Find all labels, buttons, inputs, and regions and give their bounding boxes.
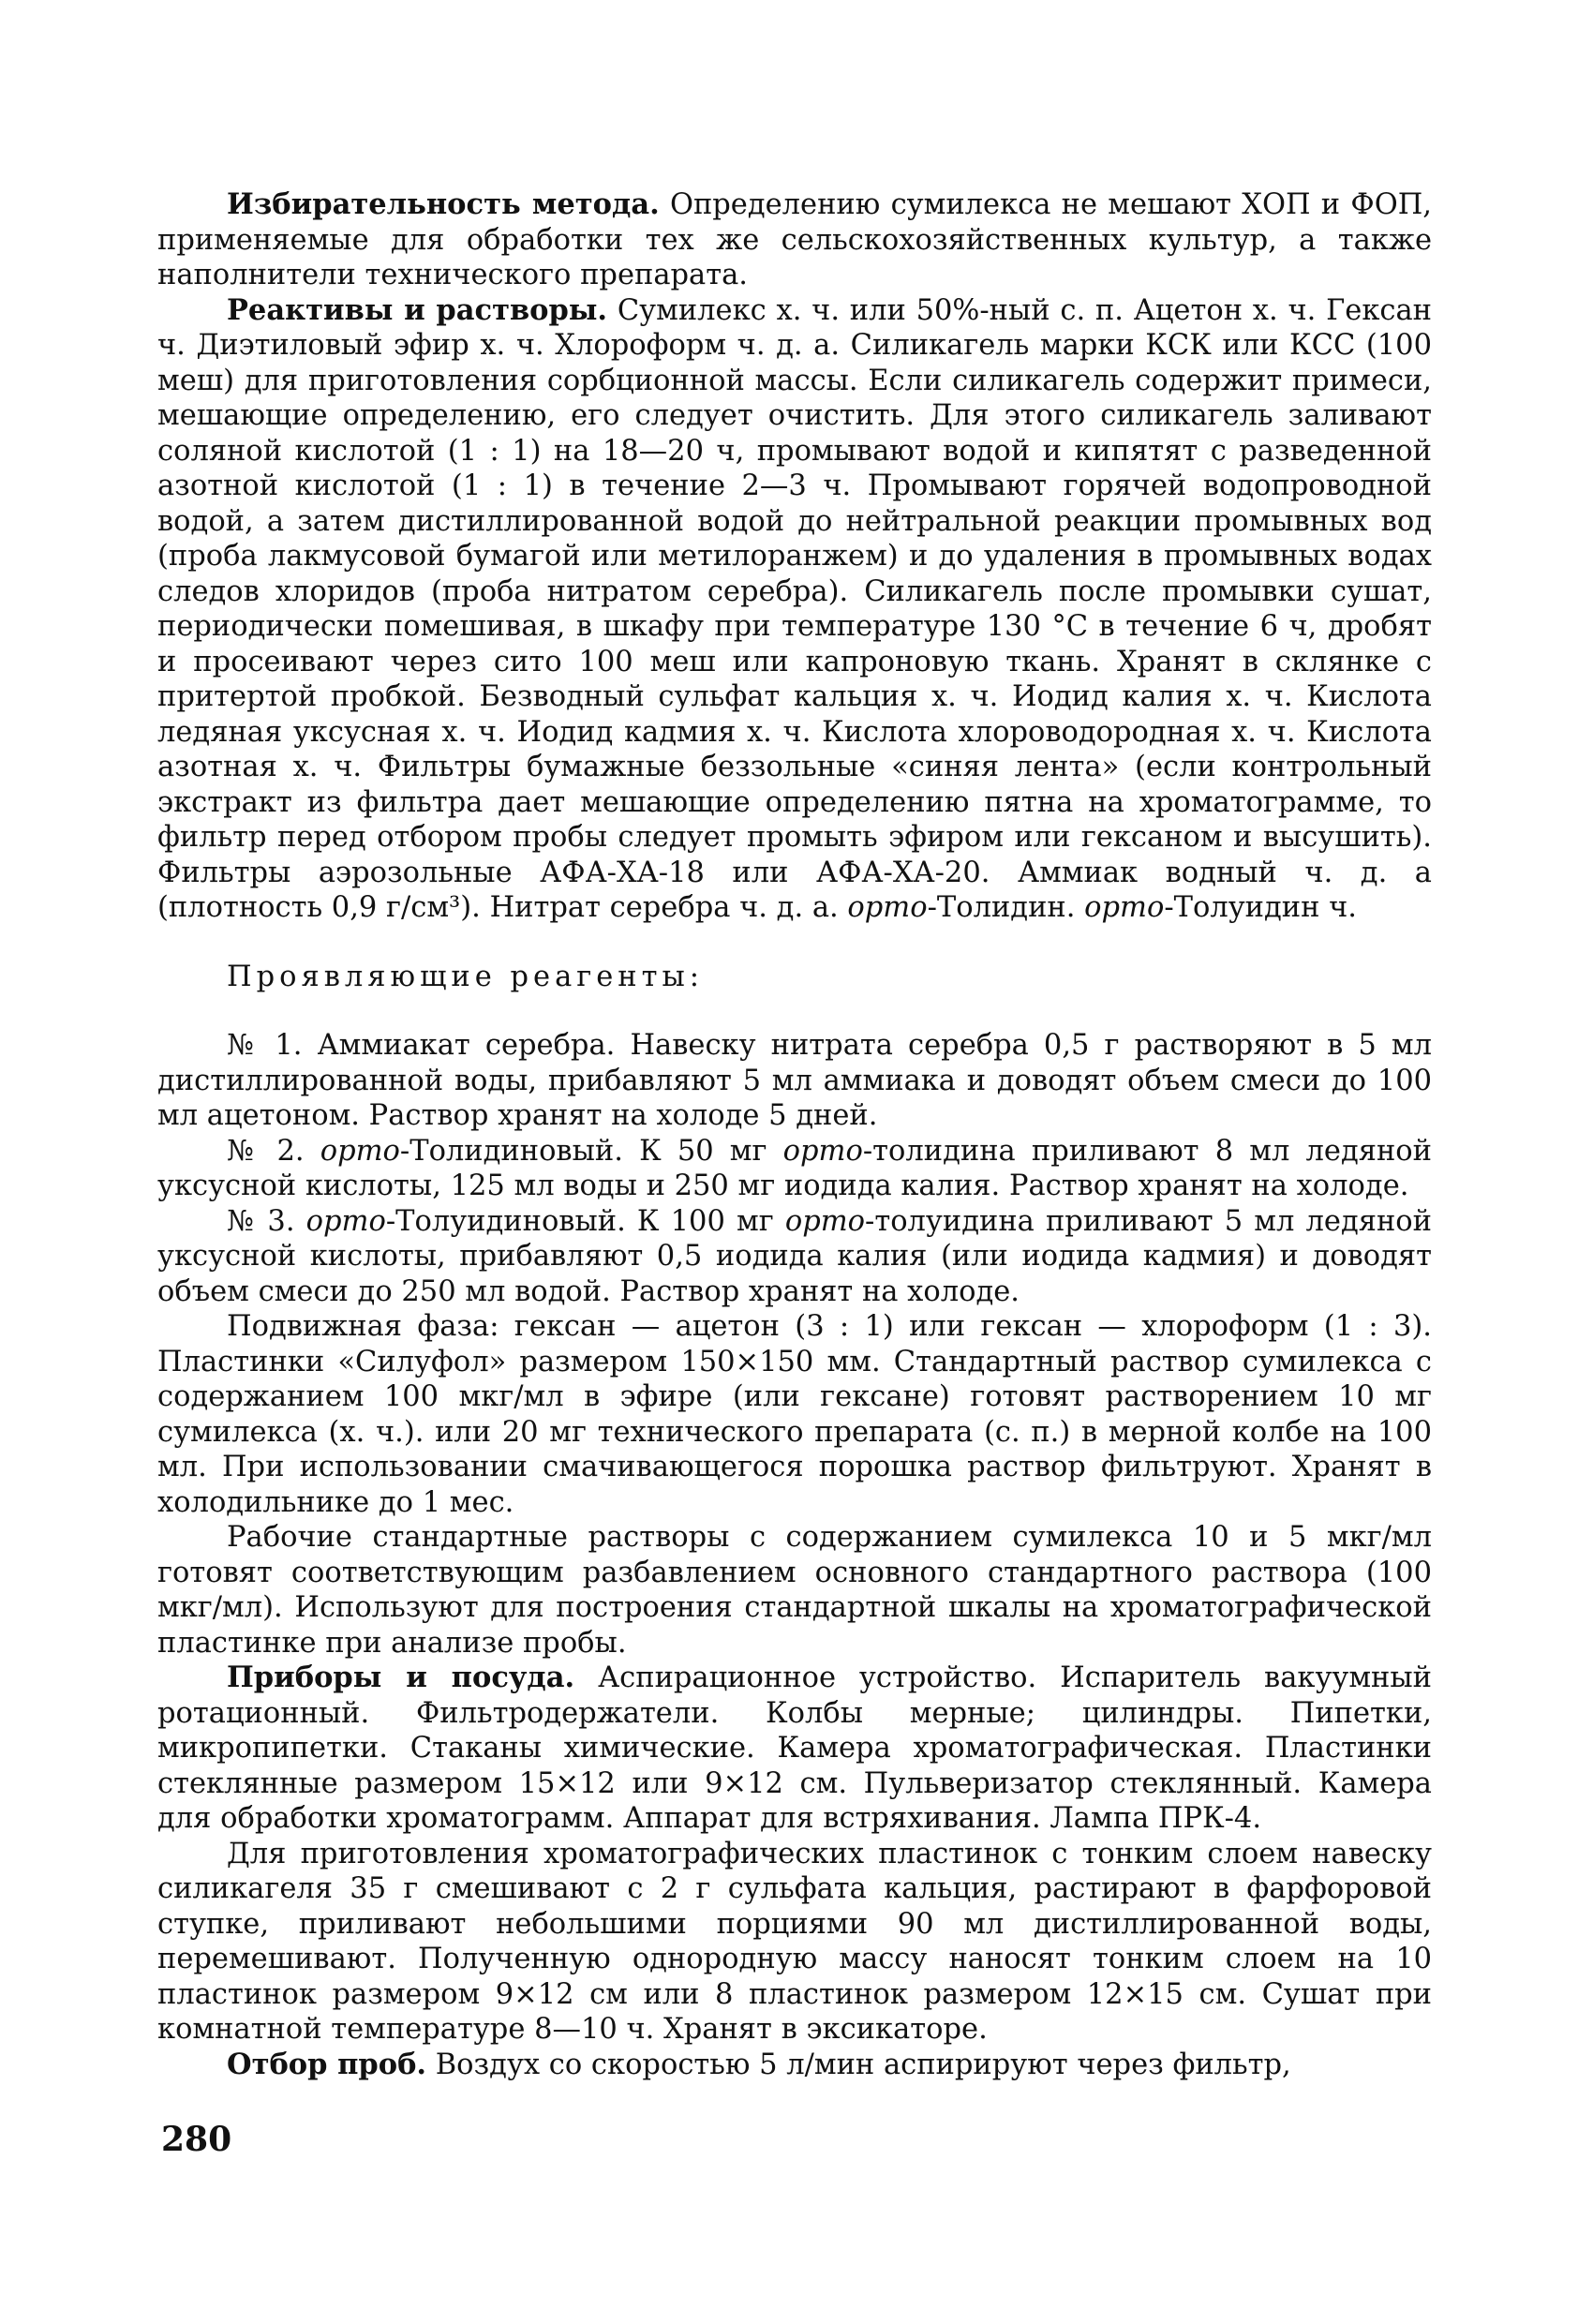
reagents-paragraph [157, 293, 1432, 926]
reagent-2-text-2: -толидина приливают 8 мл ледяной уксусной кислоты, 125 мл воды и 250 мг иодида калия. Раствор хранят на холоде. [157, 1134, 1432, 1202]
reagents-text-3: -Толуидин ч. [1164, 891, 1357, 924]
developing-reagents-heading: Проявляющие реагенты: [227, 960, 705, 993]
reagent-1-paragraph [157, 1028, 1432, 1134]
plates-prep-paragraph [157, 1837, 1432, 2048]
working-standards-paragraph [157, 1520, 1432, 1661]
page-body [157, 187, 1432, 2082]
plates-prep-text: Для приготовления хроматографических пластинок с тонким слоем навеску силикагеля 35 г смешивают с 2 г сульфата кальция, растирают в фарфоровой ступке, приливают небольшими порциями 90 мл дистиллированной воды, перемешивают. Полученную однородную массу наносят тонким слоем на 10 пластинок размером 9×12 см или 8 пластинок размером 12×15 см. Сушат при комнатной температуре 8—10 ч. Хранят в эксикаторе. [157, 1837, 1432, 2046]
sampling-text: Воздух со скоростью 5 л/мин аспирируют через фильтр, [426, 2048, 1291, 2081]
working-standards-text: Рабочие стандартные растворы с содержанием сумилекса 10 и 5 мкг/мл готовят соответствующим разбавлением основного стандартного раствора (100 мкг/мл). Используют для построения стандартной шкалы на хроматографической пластинке при анализе пробы. [157, 1521, 1432, 1660]
reagent-2-text: -Толидиновый. К 50 мг [399, 1134, 783, 1168]
reagents-ortho-2: орто [1084, 891, 1165, 924]
selectivity-text: Определению сумилекса не мешают ХОП и ФОП, применяемые для обработки тех же сельскохозяйственных культур, а также наполнители технического препарата. [157, 188, 1432, 291]
equipment-heading: Приборы и посуда. [227, 1661, 575, 1694]
reagent-3-text-2: -толуидина приливают 5 мл ледяной уксусной кислоты, прибавляют 0,5 иодида калия (или иодида кадмия) и доводят объем смеси до 250 мл водой. Раствор хранят на холоде. [157, 1204, 1432, 1308]
reagent-3-paragraph [157, 1204, 1432, 1310]
reagent-1-text: № 1. Аммиакат серебра. Навеску нитрата серебра 0,5 г растворяют в 5 мл дистиллированной воды, прибавляют 5 мл аммиака и доводят объем смеси до 100 мл ацетоном. Раствор хранят на холоде 5 дней. [157, 1029, 1432, 1132]
reagent-3-ortho-2: орто [784, 1204, 866, 1238]
reagent-3-ortho-1: орто [305, 1204, 386, 1238]
page-number: 280 [161, 2120, 232, 2159]
selectivity-paragraph [157, 187, 1432, 293]
reagent-3-text: -Толуидиновый. К 100 мг [385, 1204, 785, 1238]
reagent-2-ortho-2: орто [782, 1134, 863, 1168]
sampling-paragraph [157, 2048, 1432, 2083]
reagent-2-ortho-1: орто [320, 1134, 400, 1168]
mobile-phase-text: Подвижная фаза: гексан — ацетон (3 : 1) или гексан — хлороформ (1 : 3). Пластинки «Силуфол» размером 150×150 мм. Стандартный раствор сумилекса с содержанием 100 мкг/мл в эфире (или гексане) готовят растворением 10 мг сумилекса (х. ч.). или 20 мг технического препарата (с. п.) в мерной колбе на 100 мл. При использовании смачивающегося порошка раствор фильтруют. Хранят в холодильнике до 1 мес. [157, 1310, 1432, 1519]
reagents-text-2: -Толидин. [927, 891, 1085, 924]
reagents-heading: Реактивы и растворы. [227, 292, 608, 327]
reagents-ortho-1: орто [847, 891, 928, 924]
reagent-2-number: № 2. [227, 1134, 320, 1168]
reagents-text: Сумилекс х. ч. или 50%-ный с. п. Ацетон х. ч. Гексан ч. Диэтиловый эфир х. ч. Хлороформ ч. д. а. Силикагель марки КСК или КСС (100 меш) для приготовления сорбционной массы. Если силикагель содержит примеси, мешающие определению, его следует очистить. Для этого силикагель заливают соляной кислотой (1 : 1) на 18—20 ч, промывают водой и кипятят с разведенной азотной кислотой (1 : 1) в течение 2—3 ч. Промывают горячей водопроводной водой, а затем дистиллированной водой до нейтральной реакции промывных вод (проба лакмусовой бумагой или метилоранжем) и до удаления в промывных водах следов хлоридов (проба нитратом серебра). Силикагель после промывки сушат, периодически помешивая, в шкафу при температуре 130 °С в течение 6 ч, дробят и просеивают через сито 100 меш или капроновую ткань. Хранят в склянке с притертой пробкой. Безводный сульфат кальция х. ч. Иодид калия х. ч. Кислота ледяная уксусная х. ч. Иодид кадмия х. ч. Кислота хлороводородная х. ч. Кислота азотная х. ч. Фильтры бумажные беззольные «синяя лента» (если контрольный экстракт из фильтра дает мешающие определению пятна на хроматограмме, то фильтр перед отбором пробы следует промыть эфиром или гексаном и высушить). Фильтры аэрозольные АФА-ХА-18 или АФА-ХА-20. Аммиак водный ч. д. а (плотность 0,9 г/см³). Нитрат серебра ч. д. а. [157, 293, 1433, 924]
selectivity-heading: Избирательность метода. [227, 187, 660, 221]
reagent-2-paragraph [157, 1134, 1432, 1204]
reagent-3-number: № 3. [227, 1204, 306, 1238]
mobile-phase-paragraph [157, 1309, 1432, 1520]
equipment-paragraph [157, 1661, 1432, 1837]
sampling-heading: Отбор проб. [227, 2047, 427, 2081]
equipment-text: Аспирационное устройство. Испаритель вакуумный ротационный. Фильтродержатели. Колбы мерные; цилиндры. Пипетки, микропипетки. Стаканы химические. Камера хроматографическая. Пластинки стеклянные размером 15×12 или 9×12 см. Пульверизатор стеклянный. Камера для обработки хроматограмм. Аппарат для встряхивания. Лампа ПРК-4. [157, 1661, 1432, 1835]
